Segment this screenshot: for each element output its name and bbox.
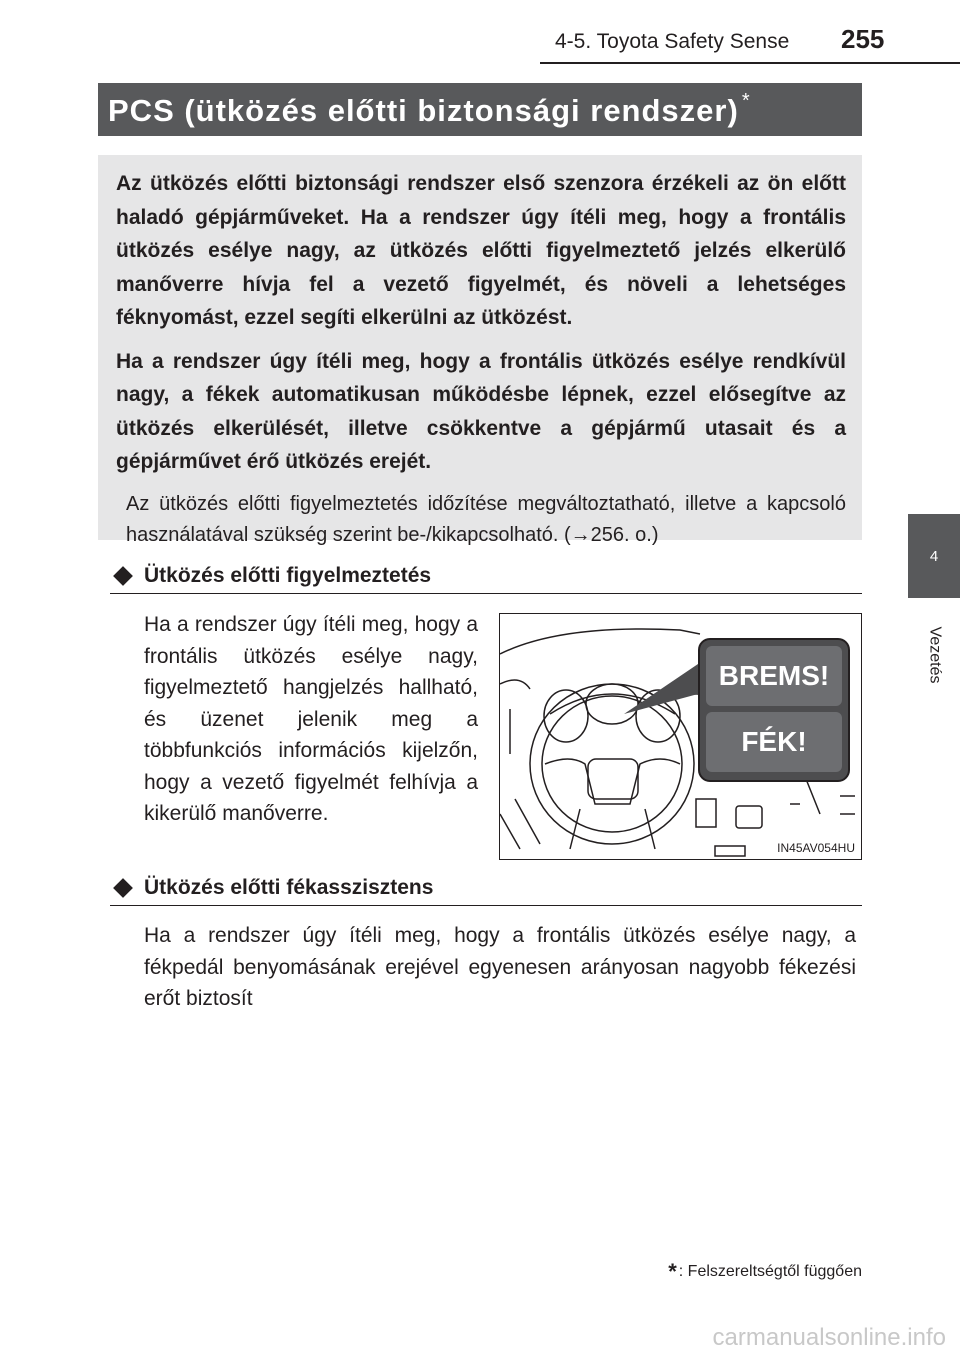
title-footnote-mark: * [741, 90, 751, 112]
section-heading-warning: Ütközés előtti figyelmeztetés [110, 558, 862, 594]
header-rule [540, 62, 960, 64]
watermark: carmanualsonline.info [712, 1324, 946, 1351]
section-body-brake-assist: Ha a rendszer úgy ítéli meg, hogy a frontális ütközés esélye nagy, a fékpedál benyomásának erejével egyenesen arányosan nagyobb fékezési erőt biztosít [144, 924, 856, 1010]
intro-note: Az ütközés előtti figyelmeztetés időzítése megváltoztatható, illetve a kapcsoló használatával szükség szerint be-/kikapcsolható. (→256. o.) [126, 492, 846, 546]
chapter-number: 4 [929, 547, 939, 565]
diamond-bullet-icon [113, 878, 133, 898]
footnote [668, 1259, 862, 1285]
illustration-code: IN45AV054HU [777, 841, 855, 855]
message-hungarian: FÉK! [706, 712, 842, 772]
chapter-label-text: Vezetés [926, 626, 943, 684]
section-heading-brake-assist: Ütközés előtti fékasszisztens [110, 870, 862, 906]
dashboard-illustration [499, 613, 862, 860]
message-german: BREMS! [706, 646, 842, 706]
section-body-warning: Ha a rendszer úgy ítéli meg, hogy a frontális ütközés esélye nagy, figyelmeztető hangjelzés hallható, és üzenet jelenik meg a többfunkciós információs kijelzőn, hogy a vezető figyelmét felhívja a kikerülő manőverre. [144, 613, 478, 825]
footnote-mark: * [668, 1259, 677, 1284]
header-section-title: 4-5. Toyota Safety Sense [555, 30, 790, 53]
diamond-bullet-icon [113, 566, 133, 586]
footnote-text: : Felszereltségtől függően [678, 1263, 862, 1280]
page-number: 255 [841, 24, 885, 54]
display-message-callout [698, 638, 850, 782]
page-title-bar [98, 83, 862, 136]
page-title: PCS (ütközés előtti biztonsági rendszer) * [108, 90, 751, 128]
intro-paragraph-1: Az ütközés előtti biztonsági rendszer első szenzora érzékeli az ön előtt haladó gépjárműveket. Ha a rendszer úgy ítéli meg, hogy a frontális ütközés esélye nagy, az ütközés előtti figyelmeztető jelzés elkerülő manőverre hívja fel a vezető figyelmét, és növeli a lehetséges féknyomást, ezzel segíti elkerülni az ütközést. [116, 172, 846, 329]
intro-box [98, 155, 862, 546]
intro-paragraph-2: Ha a rendszer úgy ítéli meg, hogy a frontális ütközés esélye rendkívül nagy, a fékek automatikusan működésbe lépnek, ezzel elősegítve az ütközés elkerülését, illetve csökkentve a gépjármű utasait és a gépjárművet érő ütközés erejét. [116, 349, 846, 473]
chapter-tab[interactable] [908, 514, 960, 598]
chapter-label [908, 600, 960, 710]
